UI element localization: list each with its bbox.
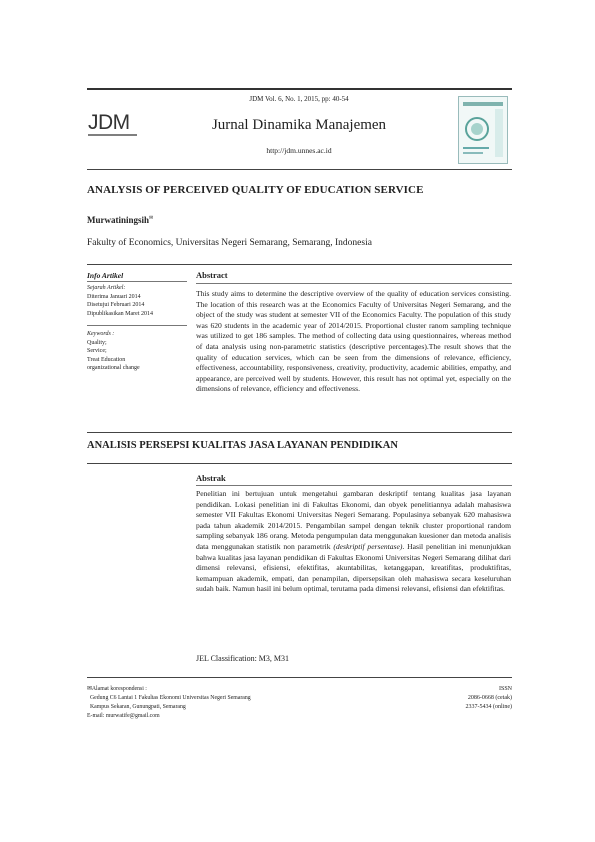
keyword: organizational change xyxy=(87,365,140,372)
issn-print: 2086-0668 (cetak) xyxy=(467,695,512,701)
svg-text:JDM: JDM xyxy=(88,111,130,134)
accepted-date: Disetujui Februari 2014 xyxy=(87,302,145,309)
received-date: Diterima Januari 2014 xyxy=(87,293,141,300)
address-line: Gedung C6 Lantai 1 Fakultas Ekonomi Universitas Negeri Semarang xyxy=(90,695,251,701)
abstract-heading-rule xyxy=(196,283,512,284)
article-history xyxy=(87,284,187,318)
info-artikel-heading: Info Artikel xyxy=(87,271,124,280)
abstract-heading: Abstract xyxy=(196,270,228,280)
footer-rule xyxy=(87,677,512,678)
indonesian-title-rule xyxy=(87,463,512,464)
keywords-label: Keywords : xyxy=(87,331,115,337)
issn-label: ISSN xyxy=(498,686,512,692)
author xyxy=(87,215,153,225)
email: E-mail: murwatife@gmail.com xyxy=(87,713,160,719)
info-heading-rule xyxy=(87,281,187,282)
jdm-logo xyxy=(87,104,139,146)
header-bottom-rule xyxy=(87,169,512,170)
published-date: Dipublikasikan Maret 2014 xyxy=(87,310,153,317)
jel-classification: JEL Classification: M3, M31 xyxy=(196,654,290,663)
indonesian-title: ANALISIS PERSEPSI KUALITAS JASA LAYANAN PENDIDIKAN xyxy=(87,440,398,451)
journal-meta: JDM Vol. 6, No. 1, 2015, pp: 40-54 xyxy=(249,95,349,103)
affiliation: Fakulty of Economics, Universitas Negeri Semarang, Semarang, Indonesia xyxy=(87,238,372,248)
address-label: ✉Alamat korespondensi : xyxy=(87,686,147,692)
article-title: ANALYSIS OF PERCEIVED QUALITY OF EDUCATION SERVICE xyxy=(87,184,424,196)
section-rule-top xyxy=(87,264,512,265)
keywords xyxy=(87,330,187,373)
journal-cover-thumbnail xyxy=(458,96,508,164)
header-top-rule xyxy=(87,88,512,90)
abstrak-heading: Abstrak xyxy=(196,473,226,483)
abstract-body: This study aims to determine the descriptive overview of the quality of education services consisting. The location of this research was at the Economics Faculty of Universitas Negeri Semarang, and the object of the study was student at semester VII of the Economics Faculty. The population of this study was 620 students in the academic year of 2014/2015. Proportional cluster ranom sampling technique was utilized to get 186 samples. The method of collecting data using questionnaires, whereas method of data analysis using non-parametric statistics (descriptive percentages).The result shows that the quality of education services, which can be seen from the dimensions of relevance, efficiency, effectiveness, accountability, responsiveness, creativity, productivity, academic abilities, empathy, and appearance, are perceived well by students. However, this result has not optimal yet, especially on the dimensions of relevance, efficiency and effectiveness. xyxy=(196,289,511,394)
abstract-bottom-rule xyxy=(87,432,512,433)
issn-block xyxy=(420,685,512,712)
keyword: Treat Education xyxy=(87,356,126,363)
history-label: Sejarah Artikel: xyxy=(87,285,126,291)
journal-name: Jurnal Dinamika Manajemen xyxy=(211,117,387,133)
author-name: Murwatiningsih xyxy=(87,215,150,225)
issn-online: 2337-5434 (online) xyxy=(465,704,512,710)
journal-url: http://jdm.unnes.ac.id xyxy=(266,146,332,155)
keyword: Service; xyxy=(87,348,107,355)
correspondence-mark: ✉ xyxy=(149,216,154,221)
keyword: Quality; xyxy=(87,339,107,346)
history-rule xyxy=(87,325,187,326)
abstrak-body: Penelitian ini bertujuan untuk mengetahui gambaran deskriptif tentang kualitas jasa layanan pendidikan. Lokasi penelitian ini di Fakultas Ekonomi, dan obyek penelitiannya adalah mahasiswa semester VII Fakultas Ekonomi Universitas Negeri Semarang. Populasinya sebanyak 620 mahasiswa pada tahun akademik 2014/2015. Pengambilan sampel dengan teknik cluster proportional random sampling sebanyak 186 orang. Metoda pengumpulan data menggunakan kuesioner dan metoda analisis data menggunakan statistik non parametrik (deskriptif persentase). Hasil penelitian ini menunjukkan bahwa kualitas jasa layanan pendidikan di Fakultas Ekonomi Universitas Negeri Semarang dilihat dari dimensi relevansi, efisiensi, efektifitas, akuntabilitas, ketanggapan, kreatifitas, produktifitas, kemampuan akademik, empati, dan penampilan, dipersepsikan oleh mahasiswa secara keseluruhan sudah baik. Namun hasil ini belum optimal, terutama pada dimensi relevansi, efisiensi dan efektifitas. xyxy=(196,489,511,594)
correspondence-address xyxy=(87,685,317,721)
address-line: Kampus Sekaran, Gunungpati, Semarang xyxy=(90,704,186,710)
abstrak-heading-rule xyxy=(196,485,512,486)
